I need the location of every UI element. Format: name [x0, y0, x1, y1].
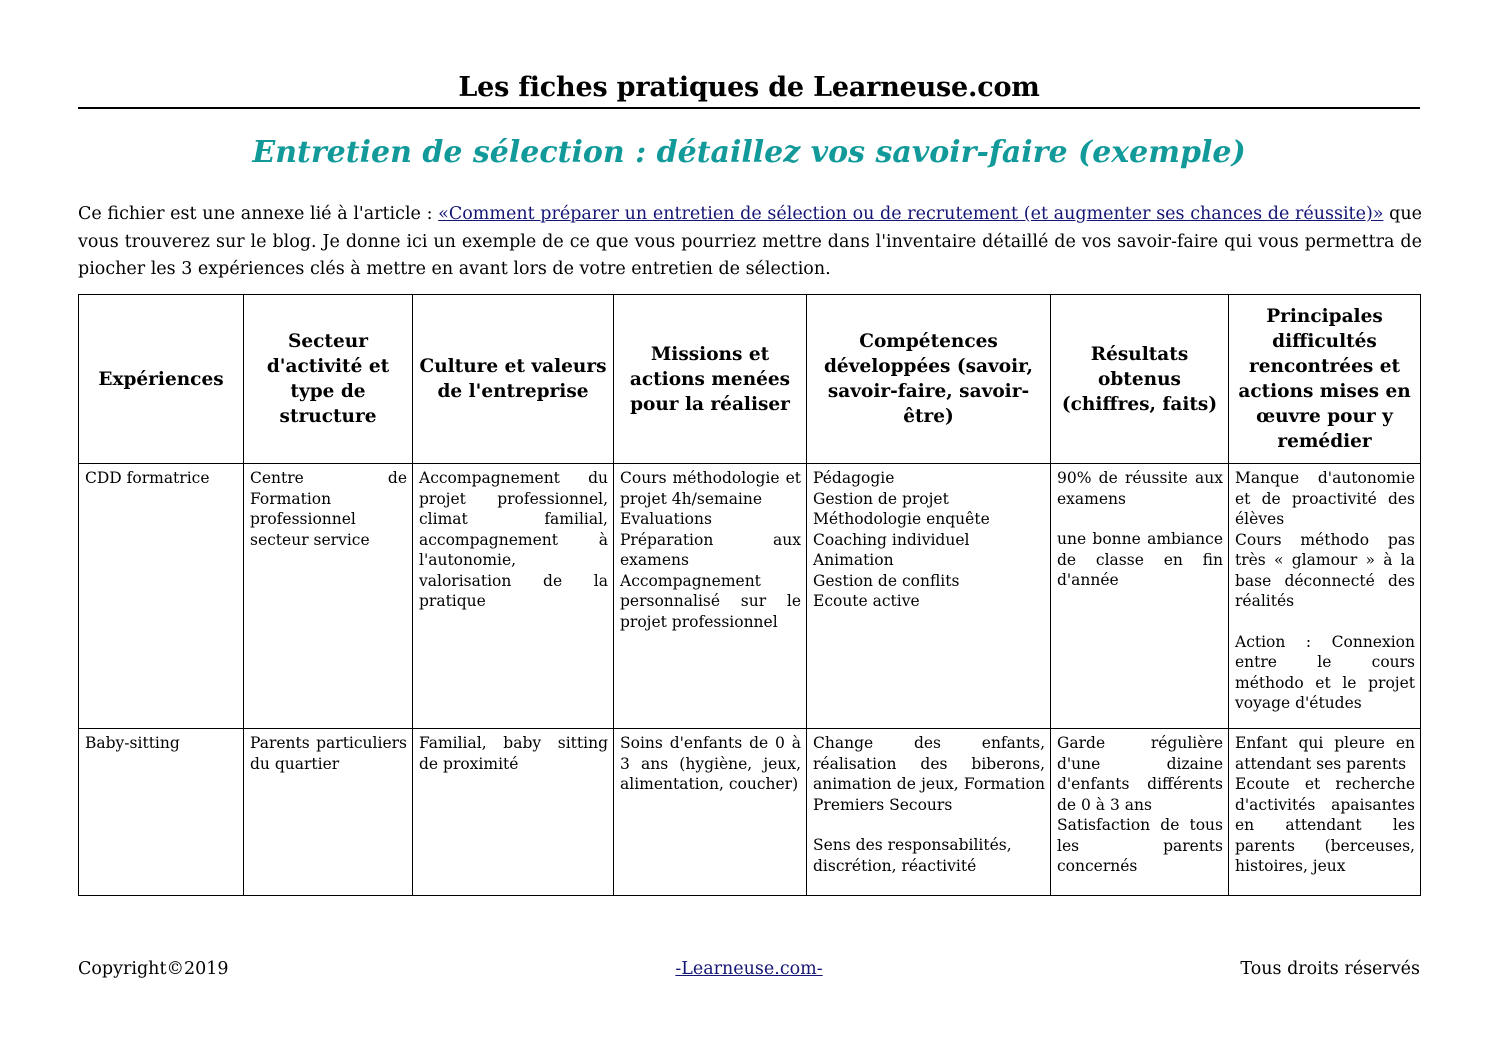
table-header-row	[79, 295, 1421, 464]
cell-text: 90% de réussite aux examens	[1057, 469, 1223, 508]
cell-text: Cours méthodologie et projet 4h/semaine Evaluations Préparation aux examens Accompagnement personnalisé sur le projet professionnel	[620, 469, 801, 631]
cell-culture	[413, 729, 614, 896]
cell-culture	[413, 464, 614, 729]
cell-secteur	[244, 729, 413, 896]
header-divider	[78, 107, 1420, 109]
cell-difficultes	[1229, 464, 1421, 729]
intro-paragraph	[78, 201, 1422, 284]
footer-rights: Tous droits réservés	[1240, 959, 1420, 979]
cell-resultats	[1051, 464, 1229, 729]
cell-text: Enfant qui pleure en attendant ses parents	[1235, 734, 1415, 773]
cell-text: Change des enfants, réalisation des biberons, animation de jeux, Formation Premiers Secours	[813, 734, 1045, 814]
intro-text-after: que vous trouverez sur le blog. Je donne ici un exemple de ce que vous pourriez mettre dans l'inventaire détaillé de vos savoir-faire qui vous permettra de piocher les 3 expériences clés à mettre en avant lors de votre entretien de sélection.	[78, 204, 1422, 279]
column-header-resultats: Résultats obtenus (chiffres, faits)	[1051, 295, 1229, 464]
brand-title: Les fiches pratiques de Learneuse.com	[458, 72, 1040, 103]
column-header-difficultes: Principales difficultés rencontrées et actions mises en œuvre pour y remédier	[1229, 295, 1421, 464]
cell-secteur	[244, 464, 413, 729]
cell-text: Ecoute et recherche d'activités apaisantes en attendant les parents (berceuses, histoires, jeux	[1235, 775, 1415, 875]
column-header-secteur: Secteur d'activité et type de structure	[244, 295, 413, 464]
article-link[interactable]: «Comment préparer un entretien de sélection ou de recrutement (et augmenter ses chances de réussite)»	[438, 204, 1384, 224]
column-header-experiences: Expériences	[79, 295, 244, 464]
document-header	[78, 72, 1420, 104]
column-header-competences: Compétences développées (savoir, savoir-faire, savoir-être)	[807, 295, 1051, 464]
cell-missions	[614, 729, 807, 896]
table-row	[79, 464, 1421, 729]
cell-experience	[79, 464, 244, 729]
cell-text: Action : Connexion entre le cours méthodo et le projet voyage d'études	[1235, 632, 1415, 712]
cell-difficultes	[1229, 729, 1421, 896]
cell-text: Familial, baby sitting de proximité	[419, 734, 608, 773]
savoir-faire-table	[78, 294, 1421, 896]
cell-text: Soins d'enfants de 0 à 3 ans (hygiène, jeux, alimentation, coucher)	[620, 734, 801, 793]
page-title: Entretien de sélection : détaillez vos savoir-faire (exemple)	[252, 135, 1246, 170]
footer-site-link-wrap	[78, 956, 1420, 982]
cell-text: Cours méthodo pas très « glamour » à la base déconnecté des réalités	[1235, 530, 1415, 610]
cell-resultats	[1051, 729, 1229, 896]
cell-text: Baby-sitting	[85, 734, 180, 752]
cell-text: Centre de Formation professionnel secteur service	[250, 469, 407, 549]
table-row	[79, 729, 1421, 896]
cell-text: Manque d'autonomie et de proactivité des élèves	[1235, 469, 1415, 528]
cell-experience	[79, 729, 244, 896]
cell-text: une bonne ambiance de classe en fin d'année	[1057, 530, 1223, 589]
cell-competences	[807, 464, 1051, 729]
cell-text: Parents particuliers du quartier	[250, 734, 407, 773]
cell-missions	[614, 464, 807, 729]
cell-text: Pédagogie Gestion de projet Méthodologie enquête Coaching individuel Animation Gestion de conflits Ecoute active	[813, 469, 990, 610]
cell-text: Sens des responsabilités, discrétion, réactivité	[813, 836, 1012, 875]
footer-site-link[interactable]: -Learneuse.com-	[675, 959, 823, 979]
document-footer	[78, 956, 1420, 982]
cell-text: Accompagnement du projet professionnel, climat familial, accompagnement à l'autonomie, valorisation de la pratique	[419, 469, 608, 610]
cell-text: Garde régulière d'une dizaine d'enfants différents de 0 à 3 ans	[1057, 734, 1223, 814]
intro-text-before: Ce fichier est une annexe lié à l'article :	[78, 204, 439, 224]
cell-text: Satisfaction de tous les parents concernés	[1057, 816, 1223, 875]
column-header-missions: Missions et actions menées pour la réaliser	[614, 295, 807, 464]
cell-competences	[807, 729, 1051, 896]
column-header-culture: Culture et valeurs de l'entreprise	[413, 295, 614, 464]
footer-copyright: Copyright©2019	[78, 959, 229, 979]
cell-text: CDD formatrice	[85, 469, 210, 487]
